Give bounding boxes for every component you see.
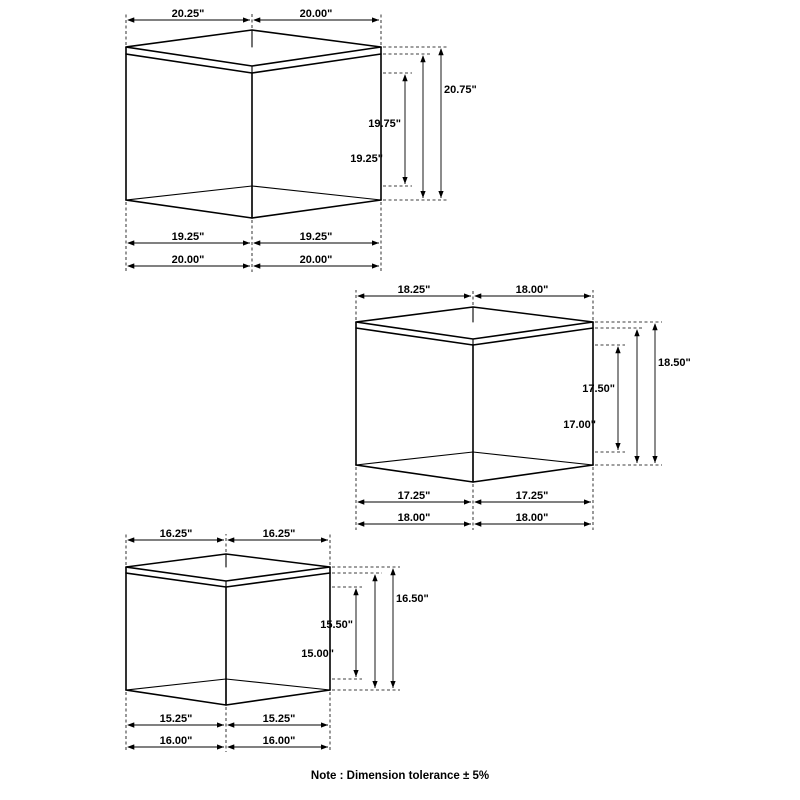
dim-large-base-outer-left: 20.00" xyxy=(171,254,205,266)
dim-small-base-inner-right: 15.25" xyxy=(262,713,296,725)
tolerance-note: Note : Dimension tolerance ± 5% xyxy=(310,770,490,782)
dim-large-height-1: 20.75" xyxy=(444,84,477,96)
dim-medium-base-outer-right: 18.00" xyxy=(515,512,549,524)
dim-small-base-outer-left: 16.00" xyxy=(159,735,193,747)
dim-large-height-2: 19.75" xyxy=(368,118,401,130)
dim-small-height-1: 16.50" xyxy=(396,593,429,605)
dim-large-base-outer-right: 20.00" xyxy=(299,254,333,266)
dim-medium-top-left: 18.25" xyxy=(397,284,431,296)
dim-large-base-inner-right: 19.25" xyxy=(299,231,333,243)
dim-medium-base-inner-right: 17.25" xyxy=(515,490,549,502)
dim-large-top-left: 20.25" xyxy=(171,8,205,20)
table-small-drawing xyxy=(126,554,330,705)
dim-small-top-right: 16.25" xyxy=(262,528,296,540)
table-large-drawing xyxy=(126,30,381,218)
dim-medium-height-1: 18.50" xyxy=(658,357,691,369)
dim-medium-height-3: 17.00" xyxy=(563,419,596,431)
dim-small-top-left: 16.25" xyxy=(159,528,193,540)
dim-medium-top-right: 18.00" xyxy=(515,284,549,296)
dim-small-height-3: 15.00" xyxy=(301,648,334,660)
dim-large-height-3: 19.25" xyxy=(350,153,383,165)
dim-medium-base-outer-left: 18.00" xyxy=(397,512,431,524)
dim-large-top-right: 20.00" xyxy=(299,8,333,20)
dim-medium-base-inner-left: 17.25" xyxy=(397,490,431,502)
table-medium-drawing xyxy=(356,307,593,482)
dim-small-base-outer-right: 16.00" xyxy=(262,735,296,747)
dim-small-height-2: 15.50" xyxy=(320,619,353,631)
dim-medium-height-2: 17.50" xyxy=(582,383,615,395)
dim-large-base-inner-left: 19.25" xyxy=(171,231,205,243)
dim-small-base-inner-left: 15.25" xyxy=(159,713,193,725)
